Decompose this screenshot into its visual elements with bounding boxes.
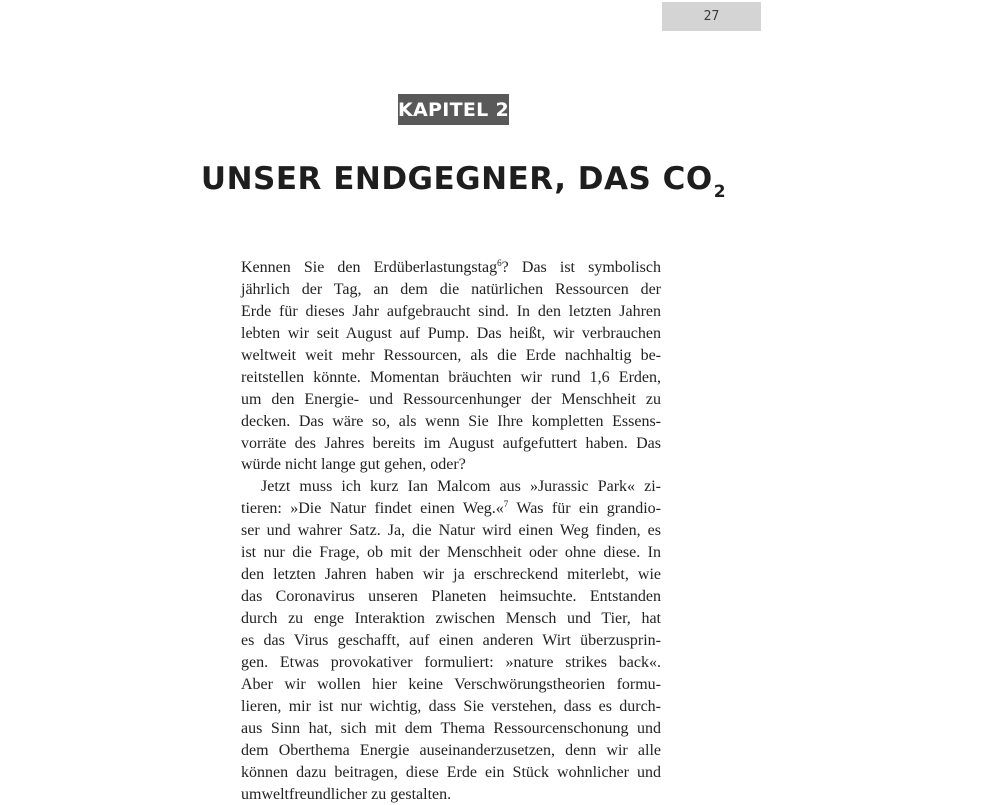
text-line: lieren, mir ist nur wichtig, dass Sie verstehen, dass es durch- — [241, 696, 661, 718]
text-line: um den Energie- und Ressourcenhunger der Menschheit zu — [241, 389, 661, 411]
text-line: würde nicht lange gut gehen, oder? — [241, 454, 661, 476]
text-line: ist nur die Frage, ob mit der Menschheit oder ohne diese. In — [241, 542, 661, 564]
body-text — [241, 257, 661, 805]
text-line: dem Oberthema Energie auseinanderzusetzen, denn wir alle — [241, 740, 661, 762]
text-line: reitstellen könnte. Momentan bräuchten wir rund 1,6 Erden, — [241, 367, 661, 389]
footnote-ref: 6 — [497, 258, 502, 268]
text-line: umweltfreundlicher zu gestalten. — [241, 784, 661, 805]
text-line: Jetzt muss ich kurz Ian Malcom aus »Jurassic Park« zi- — [241, 476, 661, 498]
text-line: decken. Das wäre so, als wenn Sie Ihre kompletten Essens- — [241, 411, 661, 433]
footnote-ref: 7 — [504, 499, 509, 509]
chapter-title — [200, 157, 727, 206]
page-number: 27 — [704, 9, 720, 24]
chapter-label-text: KAPITEL 2 — [398, 99, 509, 121]
text-line: ser und wahrer Satz. Ja, die Natur wird einen Weg finden, es — [241, 520, 661, 542]
text-line: lebten wir seit August auf Pump. Das heißt, wir verbrauchen — [241, 323, 661, 345]
text-line: Aber wir wollen hier keine Verschwörungstheorien formu- — [241, 674, 661, 696]
text-line: gen. Etwas provokativer formuliert: »nature strikes back«. — [241, 652, 661, 674]
text-line: können dazu beitragen, diese Erde ein Stück wohnlicher und — [241, 762, 661, 784]
text-line: Erde für dieses Jahr aufgebraucht sind. In den letzten Jahren — [241, 301, 661, 323]
text-line: das Coronavirus unseren Planeten heimsuchte. Entstanden — [241, 586, 661, 608]
text-line: durch zu enge Interaktion zwischen Mensch und Tier, hat — [241, 608, 661, 630]
text-line: tieren: »Die Natur findet einen Weg.«$^7$ Was für ein grandio- — [241, 498, 661, 520]
text-line: Kennen Sie den Erdüberlastungstag$^6$? Das ist symbolisch — [241, 257, 661, 279]
text-line: den letzten Jahren haben wir ja erschreckend miterlebt, wie — [241, 564, 661, 586]
text-line: jährlich der Tag, an dem die natürlichen Ressourcen der — [241, 279, 661, 301]
text-line: es das Virus geschafft, auf einen anderen Wirt überzusprin- — [241, 630, 661, 652]
chapter-title-main: UNSER ENDGEGNER, DAS CO — [201, 161, 713, 197]
chapter-label — [398, 94, 509, 125]
page-number-tab — [662, 2, 761, 31]
text-line: vorräte des Jahres bereits im August aufgefuttert haben. Das — [241, 433, 661, 455]
chapter-title-subscript: 2 — [714, 182, 726, 202]
text-line: aus Sinn hat, sich mit dem Thema Ressourcenschonung und — [241, 718, 661, 740]
text-line: weltweit weit mehr Ressourcen, als die Erde nachhaltig be- — [241, 345, 661, 367]
